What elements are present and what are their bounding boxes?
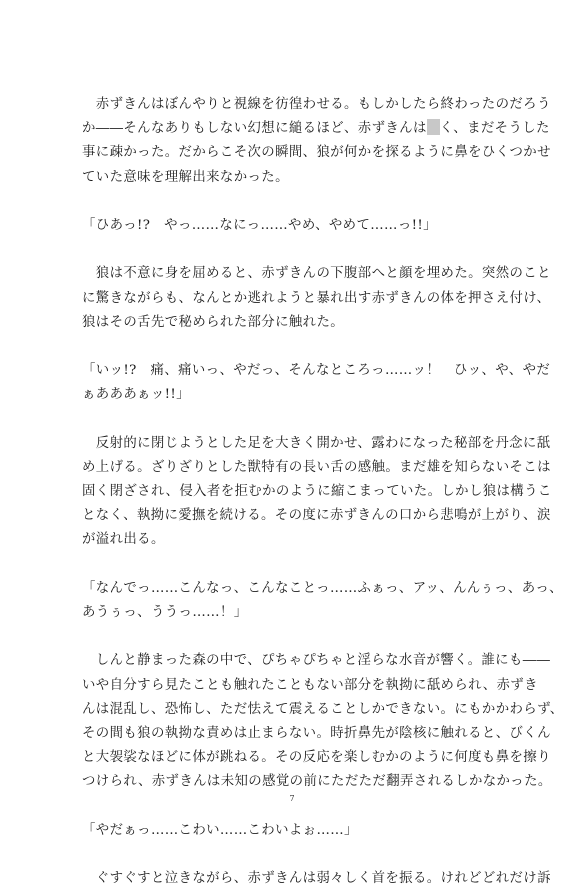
paragraph-gap: [82, 335, 512, 359]
text-line: め上げる。ざりざりとした獣特有の長い舌の感触。まだ雄を知らないそこは: [82, 459, 551, 475]
text-line: んは混乱し、恐怖し、ただ怯えて震えることしかできない。にもかかわらず、: [82, 701, 564, 717]
text-line-segment: か――そんなありもしない幻想に縋るほど、赤ずきんは: [82, 121, 427, 137]
paragraph-gap: [82, 843, 512, 867]
text-line: つけられ、赤ずきんは未知の感覚の前にただただ翻弄されるしかなかった。: [82, 774, 552, 790]
body-text: [82, 93, 564, 891]
text-line: に驚きながらも、なんとか逃れようと暴れ出す赤ずきんの体を押さえ付け、: [82, 290, 551, 306]
text-line-segment: く、まだそうした: [439, 121, 550, 137]
redaction-mark: [427, 119, 440, 135]
text-line: 事に疎かった。だからこそ次の瞬間、狼が何かを探るように鼻をひくつかせ: [82, 145, 551, 161]
text-line: 狼はその舌先で秘められた部分に触れた。: [82, 314, 345, 330]
paragraph-gap: [82, 625, 512, 649]
text-line: と大袈裟なほどに体が跳ねる。その反応を楽しむかのように何度も鼻を擦り: [82, 750, 551, 766]
text-line: が溢れ出る。: [82, 532, 165, 548]
dialogue-line: 「いッ!? 痛、痛いっ、やだっ、そんなところっ……ッ！ ひッ、や、やだ: [82, 363, 551, 379]
dialogue-line: あうぅっ、ううっ……！」: [82, 604, 248, 620]
paragraph-gap: [82, 553, 512, 577]
text-line: ぐすぐすと泣きながら、赤ずきんは弱々しく首を振る。けれどどれだけ訴: [82, 871, 551, 886]
text-line-with-redaction: [82, 117, 550, 141]
paragraph-gap: [82, 190, 512, 214]
text-line: その間も狼の執拗な責めは止まらない。時折鼻先が陰核に触れると、びくん: [82, 725, 551, 741]
text-line: となく、執拗に愛撫を続ける。その度に赤ずきんの口から悲鳴が上がり、涙: [82, 508, 551, 524]
paragraph-gap: [82, 407, 512, 431]
text-line: 反射的に閉じようとした足を大きく開かせ、露わになった秘部を丹念に舐: [82, 435, 551, 451]
page-number: 7: [289, 794, 295, 803]
dialogue-line: ぁあああぁッ!!」: [82, 387, 190, 403]
text-line: 狼は不意に身を屈めると、赤ずきんの下腹部へと顔を埋めた。突然のこと: [82, 266, 551, 282]
text-line: いや自分すら見たことも触れたこともない部分を執拗に舐められ、赤ずき: [82, 677, 538, 693]
text-line: しんと静まった森の中で、ぴちゃぴちゃと淫らな水音が響く。誰にも――: [82, 653, 551, 669]
text-line: 赤ずきんはぼんやりと視線を彷徨わせる。もしかしたら終わったのだろう: [82, 97, 551, 112]
dialogue-line: 「やだぁっ……こわい……こわいよぉ……」: [82, 822, 358, 838]
text-line: 固く閉ざされ、侵入者を拒むかのように縮こまっていた。しかし狼は構うこ: [82, 484, 552, 499]
dialogue-line: 「ひあっ!? やっ……なにっ……やめ、やめて……っ!!」: [82, 217, 437, 233]
dialogue-line: 「なんでっ……こんなっ、こんなことっ……ふぁっ、アッ、んんぅっ、あっ、: [82, 580, 563, 596]
text-line: ていた意味を理解出来なかった。: [82, 169, 289, 185]
paragraph-gap: [82, 238, 512, 262]
